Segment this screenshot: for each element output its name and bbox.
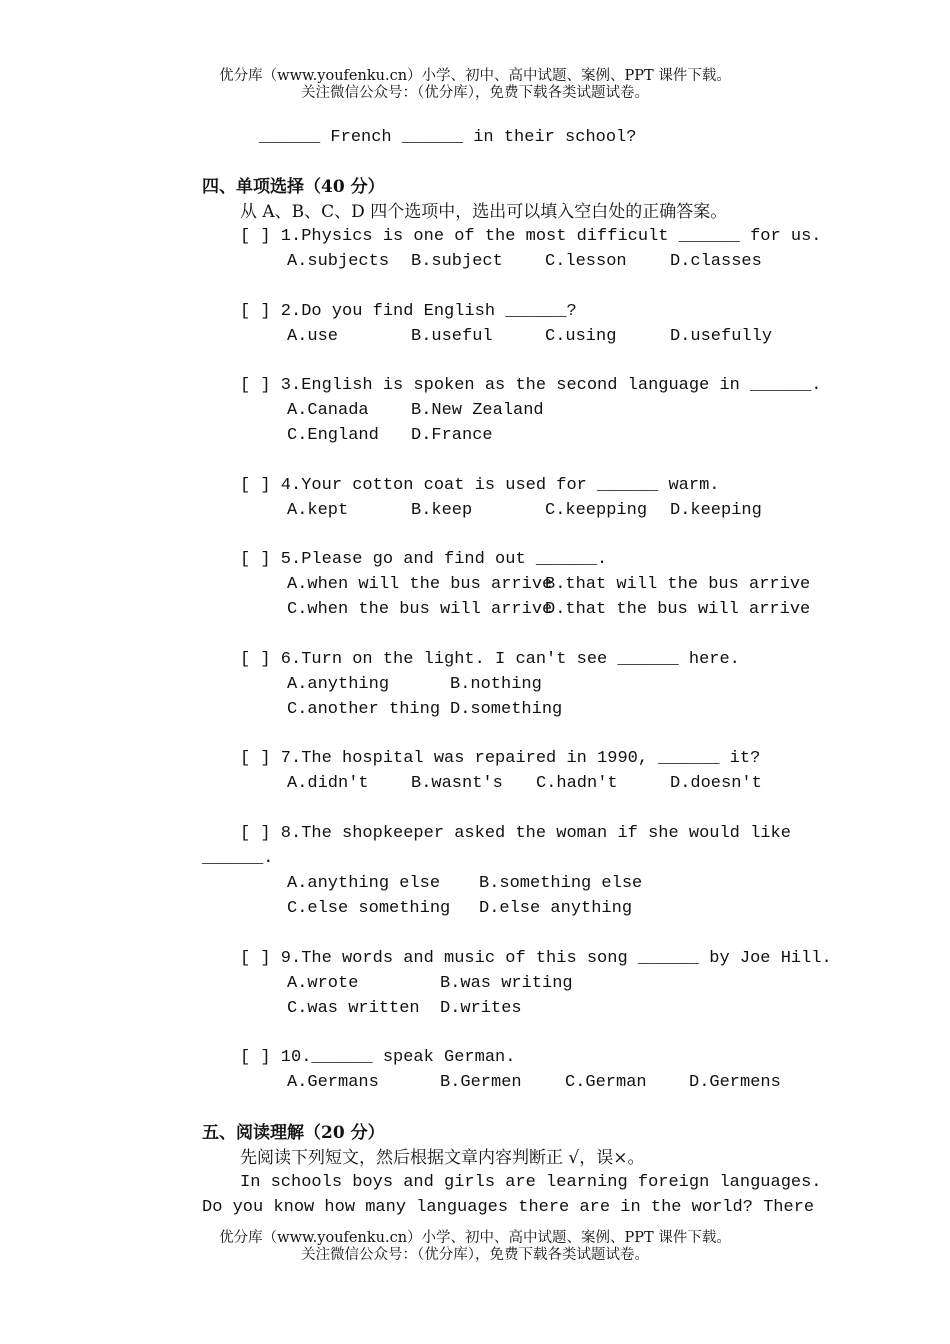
reading-passage-line-1: In schools boys and girls are learning foreign languages. [240, 1173, 822, 1192]
q6-option-b: B.nothing [450, 675, 542, 694]
reading-passage-line-2: Do you know how many languages there are in the world? There [202, 1198, 815, 1217]
question-8-stem: [ ] 8.The shopkeeper asked the woman if she would like [240, 824, 791, 843]
question-2-stem: [ ] 2.Do you find English ______? [240, 302, 577, 321]
question-9-stem: [ ] 9.The words and music of this song ______ by Joe Hill. [240, 949, 832, 968]
q10-option-d: D.Germens [689, 1073, 781, 1092]
q5-option-b: B.that will the bus arrive [545, 575, 811, 594]
question-8-stem-continued: ______. [202, 849, 274, 868]
q5-option-c: C.when the bus will arrive [287, 600, 553, 619]
q4-option-c: C.keepping [545, 501, 648, 520]
q6-option-d: D.something [450, 700, 563, 719]
page-footer [0, 1230, 950, 1264]
q4-option-b: B.keep [411, 501, 473, 520]
section-5-instruction: 先阅读下列短文，然后根据文章内容判断正 √，误×。 [240, 1148, 645, 1168]
header-line-2: 关注微信公众号：（优分库），免费下载各类试题试卷。 [301, 85, 649, 101]
previous-question-line: ______ French ______ in their school? [259, 128, 637, 147]
footer-line-1: 优分库（www.youfenku.cn）小学、初中、高中试题、案例、PPT 课件下载。 [219, 1230, 731, 1246]
question-3-stem: [ ] 3.English is spoken as the second language in ______. [240, 376, 822, 395]
q1-option-d: D.classes [670, 252, 762, 271]
q8-option-b: B.something else [479, 874, 643, 893]
q8-option-c: C.else something [287, 899, 451, 918]
header-line-1: 优分库（www.youfenku.cn）小学、初中、高中试题、案例、PPT 课件下载。 [219, 68, 731, 84]
q9-option-b: B.was writing [440, 974, 573, 993]
q6-option-a: A.anything [287, 675, 390, 694]
q9-option-a: A.wrote [287, 974, 359, 993]
section-5-title: 五、阅读理解（20 分） [202, 1123, 385, 1143]
q2-option-c: C.using [545, 327, 617, 346]
q5-option-d: D.that the bus will arrive [545, 600, 811, 619]
q1-option-a: A.subjects [287, 252, 390, 271]
q2-option-d: D.usefully [670, 327, 773, 346]
footer-line-2: 关注微信公众号：（优分库），免费下载各类试题试卷。 [301, 1247, 649, 1263]
question-10-stem: [ ] 10.______ speak German. [240, 1048, 516, 1067]
q3-option-b: B.New Zealand [411, 401, 544, 420]
q6-option-c: C.another thing [287, 700, 441, 719]
q3-option-d: D.France [411, 426, 493, 445]
q10-option-a: A.Germans [287, 1073, 379, 1092]
q4-option-d: D.keeping [670, 501, 762, 520]
q1-option-b: B.subject [411, 252, 503, 271]
q9-option-d: D.writes [440, 999, 522, 1018]
q3-option-c: C.England [287, 426, 379, 445]
question-5-stem: [ ] 5.Please go and find out ______. [240, 550, 608, 569]
q9-option-c: C.was written [287, 999, 420, 1018]
section-4-title: 四、单项选择（40 分） [202, 177, 385, 197]
q8-option-a: A.anything else [287, 874, 441, 893]
q5-option-a: A.when will the bus arrive [287, 575, 553, 594]
question-4-stem: [ ] 4.Your cotton coat is used for ______ warm. [240, 476, 720, 495]
q1-option-c: C.lesson [545, 252, 627, 271]
q3-option-a: A.Canada [287, 401, 369, 420]
q8-option-d: D.else anything [479, 899, 633, 918]
q7-option-a: A.didn't [287, 774, 369, 793]
page-header [0, 68, 950, 102]
q4-option-a: A.kept [287, 501, 349, 520]
q7-option-b: B.wasnt's [411, 774, 503, 793]
question-1-stem: [ ] 1.Physics is one of the most difficult ______ for us. [240, 227, 822, 246]
q7-option-d: D.doesn't [670, 774, 762, 793]
q2-option-b: B.useful [411, 327, 493, 346]
section-4-instruction: 从 A、B、C、D 四个选项中，选出可以填入空白处的正确答案。 [240, 202, 728, 222]
question-6-stem: [ ] 6.Turn on the light. I can't see ______ here. [240, 650, 740, 669]
question-7-stem: [ ] 7.The hospital was repaired in 1990, ______ it? [240, 749, 761, 768]
q10-option-b: B.Germen [440, 1073, 522, 1092]
q10-option-c: C.German [565, 1073, 647, 1092]
q7-option-c: C.hadn't [536, 774, 618, 793]
q2-option-a: A.use [287, 327, 339, 346]
